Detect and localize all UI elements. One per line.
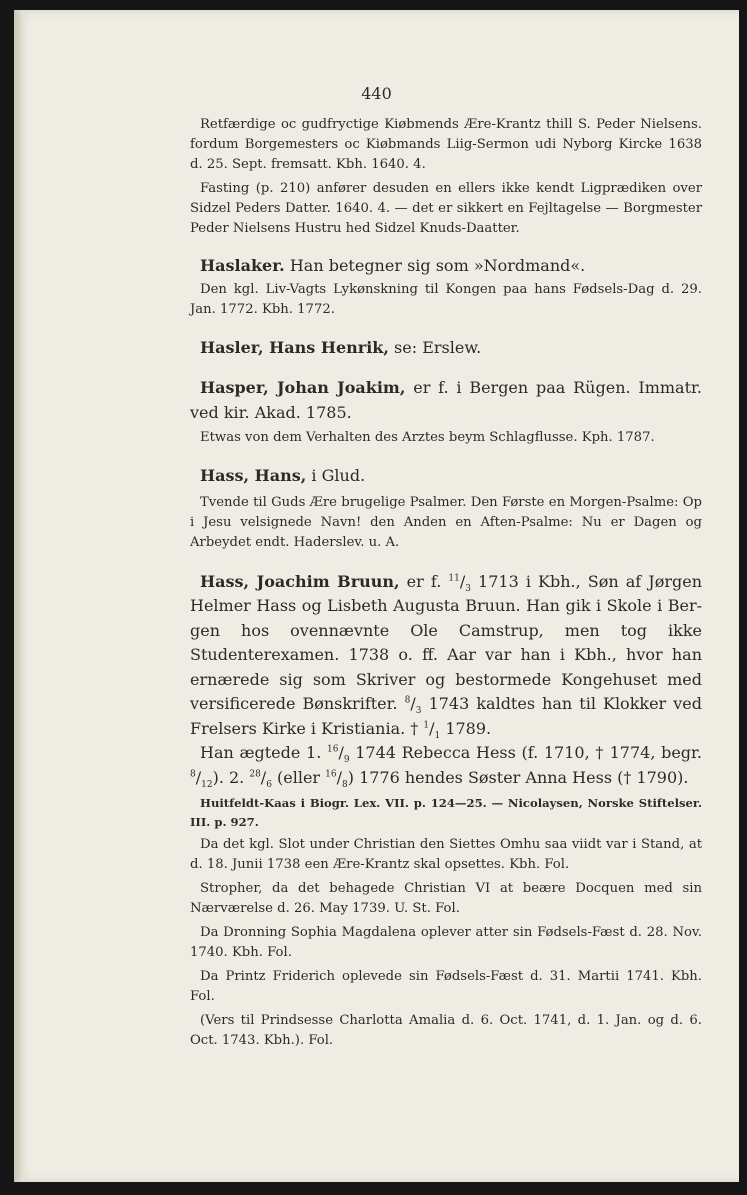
entry-heading: Hasler, Hans Henrik, se: Erslew. xyxy=(200,337,482,357)
page-body xyxy=(190,115,702,1051)
entry-text: Da Printz Friderich oplevede sin Fødsels-Fæst d. 31. Martii 1741. Kbh. Fol. xyxy=(190,969,702,1004)
entry-text: Tvende til Guds Ære brugelige Psalmer. Den Første en Morgen-Psalme: Op i Jesu velsignede Navn! den Anden en Aften-Psalme: Nu er Dagen og Arbeydet endt. Haderslev. u. A. xyxy=(190,494,702,550)
entry-text: (Vers til Prindsesse Charlotta Amalia d. 6. Oct. 1741, d. 1. Jan. og d. 6. Oct. 1743. Kbh.). Fol. xyxy=(190,1013,702,1048)
entry-name: Hass, Joachim Bruun, xyxy=(200,571,400,591)
entry-text: Den kgl. Liv-Vagts Lykønskning til Kongen paa hans Fødsels-Dag d. 29. Jan. 1772. Kbh. 1772. xyxy=(190,281,702,317)
entry-biography: Hass, Joachim Bruun, er f. $^{11}/_3$ 1713 i Kbh., Søn af Jørgen Helmer Hass og Lisbeth Augusta Bruun. Han gik i Skole i Bergen hos ovennævnte Ole Camstrup, men tog ikke Studenterexamen. 1738 o. ff. Aar var han i Kbh., hvor han ernærede sig som Skriver og bestormede Kongehuset med versificerede Bønskrifter. $^8/_3$ 1743 kaldtes han til Klokker ved Frelsers Kirke i Kristiania. † $^1/_1$ 1789. xyxy=(190,571,703,741)
entry-text: Da det kgl. Slot under Christian den Siettes Omhu saa viidt var i Stand, at d. 18. Junii 1738 een Ære-Krantz skal opsettes. Kbh. Fol. xyxy=(190,837,702,872)
entry-name: Hass, Hans, xyxy=(200,466,307,485)
entry-text: Etwas von dem Verhalten des Arztes beym Schlagflusse. Kph. 1787. xyxy=(200,430,655,445)
entry-text: Retfærdige oc gudfryctige Kiøbmends Ære-Krantz thill S. Peder Nielsens. fordum Borgemesters oc Kiøbmands Liig-Sermon udi Nyborg Kircke 1638 d. 25. Sept. fremsatt. Kbh. 1640. 4. xyxy=(190,117,702,172)
entry-text: Stropher, da det behagede Christian VI at beære Docquen med sin Nærværelse d. 26. May 1739. U. St. Fol. xyxy=(190,881,702,916)
entry-name: Hasler, Hans Henrik, xyxy=(200,337,389,357)
page-spine-shadow xyxy=(14,10,24,1182)
entry-name: Haslaker. xyxy=(200,256,285,275)
entry-name: Hasper, Johan Joakim, xyxy=(200,378,406,397)
page-number: 440 xyxy=(361,84,392,103)
entry-references: Huitfeldt-Kaas i Biogr. Lex. VII. p. 124—25. — Nicolaysen, Norske Stiftelser. III. p. 927. xyxy=(190,796,702,829)
entry-heading: Hass, Hans, i Glud. xyxy=(200,466,366,485)
book-page xyxy=(14,10,739,1182)
entry-text: Da Dronning Sophia Magdalena oplever atter sin Fødsels-Fæst d. 28. Nov. 1740. Kbh. Fol. xyxy=(190,925,702,960)
entry-heading: Haslaker. Han betegner sig som »Nordmand«. xyxy=(200,256,586,275)
entry-heading: Hasper, Johan Joakim, er f. i Bergen paa Rügen. Immatr. ved kir. Akad. 1785. xyxy=(190,378,702,422)
entry-text: Fasting (p. 210) anfører desuden en ellers ikke kendt Ligprædiken over Sidzel Peders Datter. 1640. 4. — det er sikkert en Fejltagelse — Borgmester Peder Nielsens Hustru hed Sidzel Knuds-Daatter. xyxy=(190,181,702,236)
entry-marriage: Han ægtede 1. $^{16}/_9$ 1744 Rebecca Hess (f. 1710, † 1774, begr. $^8/_{12}$). 2. $^{28}/_6$ (eller $^{16}/_8$) 1776 hendes Søster Anna Hess († 1790). xyxy=(190,743,703,790)
